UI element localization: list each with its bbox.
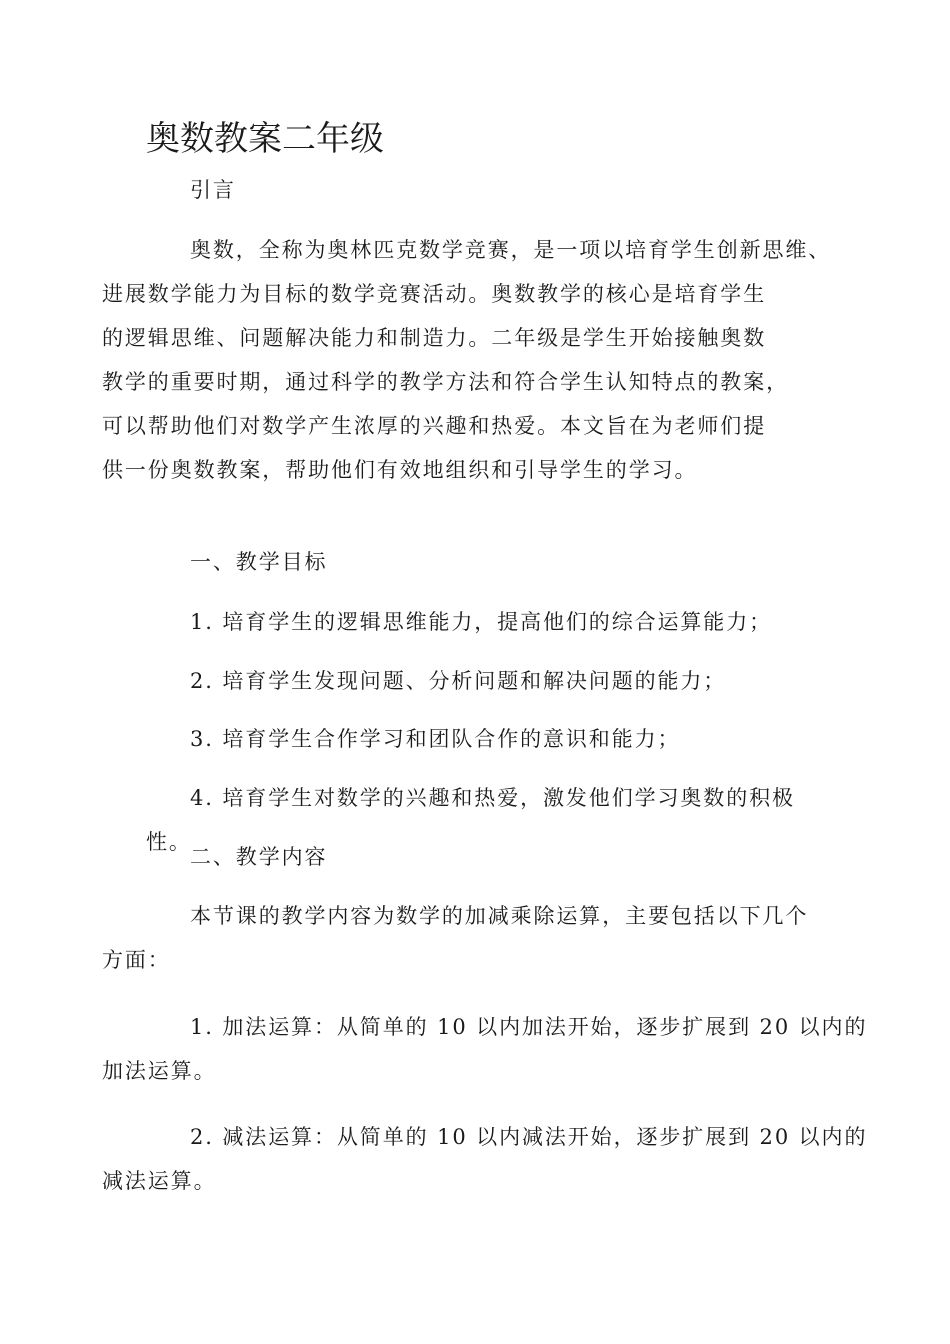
document-title: 奥数教案二年级 [146, 119, 384, 159]
intro-line: 供一份奥数教案，帮助他们有效地组织和引导学生的学习。 [102, 458, 698, 482]
section1-heading: 一、教学目标 [190, 550, 328, 574]
section2-item-line: 加法运算。 [102, 1059, 217, 1083]
section2-item-addition [102, 1005, 868, 1093]
intro-line: 进展数学能力为目标的数学竞赛活动。奥数教学的核心是培育学生 [102, 282, 767, 306]
section2-intro-line: 方面： [102, 948, 171, 972]
intro-heading: 引言 [190, 178, 236, 202]
section2-heading: 二、教学内容 [190, 845, 328, 869]
section2-item-subtraction [102, 1115, 868, 1203]
section1-item: 1. 培育学生的逻辑思维能力，提高他们的综合运算能力； [190, 610, 773, 634]
section2-item-line: 减法运算。 [102, 1169, 217, 1193]
intro-line: 教学的重要时期，通过科学的教学方法和符合学生认知特点的教案， [102, 370, 789, 394]
section2-intro [102, 894, 810, 982]
section1-item: 2. 培育学生发现问题、分析问题和解决问题的能力； [190, 669, 727, 693]
section2-intro-line: 本节课的教学内容为数学的加减乘除运算，主要包括以下几个 [190, 904, 809, 928]
intro-line: 奥数，全称为奥林匹克数学竞赛，是一项以培育学生创新思维、 [190, 238, 832, 262]
section2-item-line: 1. 加法运算：从简单的 10 以内加法开始，逐步扩展到 20 以内的 [190, 1015, 868, 1039]
intro-paragraph [102, 228, 832, 492]
section1-item: 3. 培育学生合作学习和团队合作的意识和能力； [190, 727, 681, 751]
section2-item-line: 2. 减法运算：从简单的 10 以内减法开始，逐步扩展到 20 以内的 [190, 1125, 868, 1149]
intro-line: 可以帮助他们对数学产生浓厚的兴趣和热爱。本文旨在为老师们提 [102, 414, 767, 438]
intro-line: 的逻辑思维、问题解决能力和制造力。二年级是学生开始接触奥数 [102, 326, 767, 350]
section1-item: 4. 培育学生对数学的兴趣和热爱，激发他们学习奥数的积极性。 [146, 786, 795, 854]
